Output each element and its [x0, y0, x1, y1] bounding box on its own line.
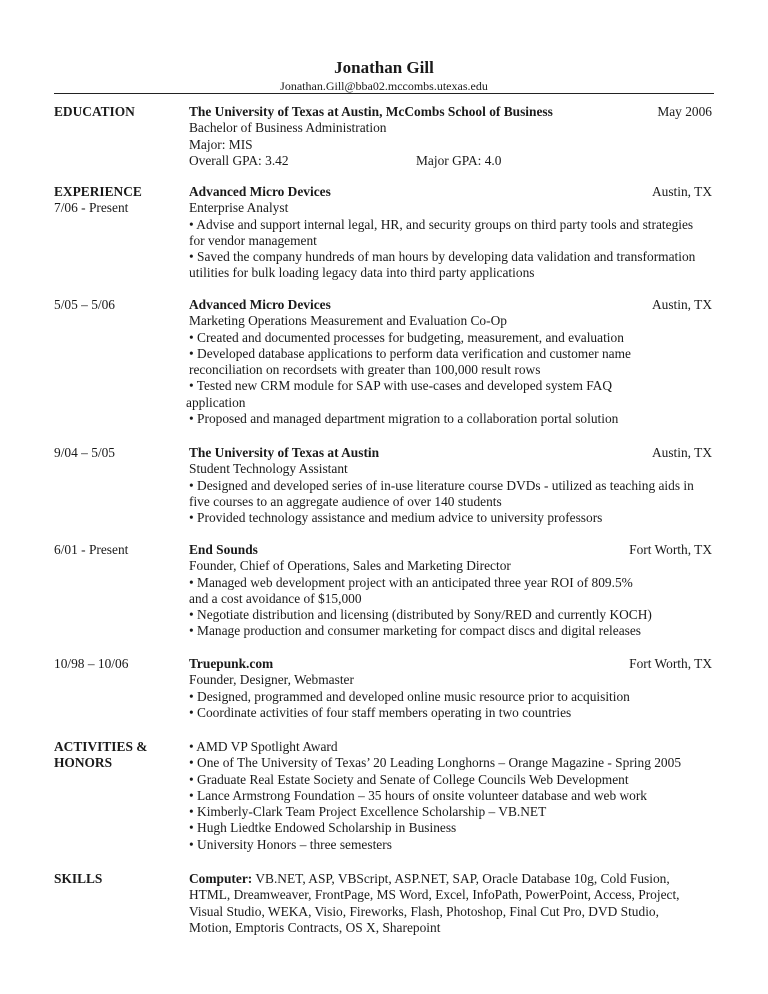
job-org: Truepunk.com: [189, 656, 274, 671]
activity-item: • AMD VP Spotlight Award: [189, 739, 338, 754]
education-major: Major: MIS: [189, 136, 253, 152]
job-location: Fort Worth, TX: [629, 542, 712, 557]
activities-heading-line2: HONORS: [54, 755, 113, 771]
job-title: Founder, Designer, Webmaster: [189, 672, 354, 688]
education-gpa: Overall GPA: 3.42: [189, 152, 289, 168]
experience-heading: EXPERIENCE: [54, 184, 142, 199]
job-body: [186, 297, 717, 427]
activity-item: • Kimberly-Clark Team Project Excellence Scholarship – VB.NET: [189, 804, 547, 820]
job-dates: 5/05 – 5/06: [54, 297, 116, 312]
job-line: • Negotiate distribution and licensing (distributed by Sony/RED and currently KOCH): [189, 607, 652, 623]
job-line: • Manage production and consumer marketing for compact discs and digital releases: [189, 623, 642, 639]
job-title: Marketing Operations Measurement and Evaluation Co-Op: [189, 313, 507, 329]
education-body: [189, 104, 717, 169]
job-title: Student Technology Assistant: [189, 461, 348, 477]
job-line: • Provided technology assistance and medium advice to university professors: [189, 510, 603, 526]
skills-list-part: VB.NET, ASP, VBScript, ASP.NET, SAP, Oracle Database 10g, Cold Fusion,: [252, 871, 670, 886]
job-line: reconciliation on recordsets with greater than 100,000 result rows: [189, 362, 541, 378]
skills-line: HTML, Dreamweaver, FrontPage, MS Word, Excel, InfoPath, PowerPoint, Access, Project,: [189, 887, 680, 903]
activities-list: [189, 739, 717, 853]
skills-heading: SKILLS: [54, 871, 103, 886]
job-title: Founder, Chief of Operations, Sales and Marketing Director: [189, 558, 511, 574]
education-date: May 2006: [657, 104, 712, 119]
job-line: • Coordinate activities of four staff members operating in two countries: [189, 704, 572, 720]
job-org: The University of Texas at Austin: [189, 445, 380, 460]
job-line: • Saved the company hundreds of man hours by developing data validation and transformation: [189, 249, 696, 265]
job-title: Enterprise Analyst: [189, 200, 289, 216]
job-line: utilities for bulk loading legacy data into third party applications: [189, 265, 535, 281]
education-degree: Bachelor of Business Administration: [189, 120, 387, 136]
job-org: Advanced Micro Devices: [189, 297, 331, 312]
job-line: • Designed and developed series of in-use literature course DVDs - utilized as teaching aids in: [189, 477, 694, 493]
job-org: End Sounds: [189, 542, 258, 557]
activity-item: • Hugh Liedtke Endowed Scholarship in Business: [189, 820, 457, 836]
activity-item: • Graduate Real Estate Society and Senate of College Councils Web Development: [189, 771, 629, 787]
education-school: The University of Texas at Austin, McCombs School of Business: [189, 104, 553, 119]
job-body: [189, 184, 717, 282]
job-location: Austin, TX: [651, 297, 712, 312]
job-line: • Proposed and managed department migration to a collaboration portal solution: [189, 411, 619, 427]
experience-label-block: [54, 184, 184, 217]
job-line: application: [186, 394, 246, 410]
skills-label: Computer:: [189, 871, 253, 886]
job-line: • Designed, programmed and developed online music resource prior to acquisition: [189, 688, 630, 704]
candidate-name: Jonathan Gill: [334, 58, 434, 77]
skills-line: Motion, Emptoris Contracts, OS X, Sharepoint: [189, 919, 441, 935]
job-location: Austin, TX: [651, 445, 712, 460]
job-line: • Managed web development project with an anticipated three year ROI of 809.5%: [189, 574, 633, 590]
job-line: and a cost avoidance of $15,000: [189, 590, 362, 606]
skills-line: [189, 871, 717, 887]
resume-header: [0, 58, 768, 93]
candidate-email: Jonathan.Gill@bba02.mccombs.utexas.edu: [280, 79, 488, 93]
job-dates: 10/98 – 10/06: [54, 656, 129, 671]
job-body: [189, 445, 717, 526]
job-line: • Advise and support internal legal, HR, and security groups on third party tools and strategies: [189, 216, 694, 232]
job-dates: 9/04 – 5/05: [54, 445, 116, 460]
job-line: for vendor management: [189, 232, 317, 248]
activities-heading: [54, 739, 184, 772]
job-line: • Developed database applications to perform data verification and customer name: [189, 345, 631, 361]
header-divider: [54, 93, 714, 94]
activity-item: • One of The University of Texas’ 20 Leading Longhorns – Orange Magazine - Spring 2005: [189, 755, 682, 771]
skills-body: [189, 871, 717, 936]
skills-line: Visual Studio, WEKA, Visio, Fireworks, Flash, Photoshop, Final Cut Pro, DVD Studio,: [189, 903, 659, 919]
activities-heading-line1: ACTIVITIES &: [54, 739, 148, 754]
job-org: Advanced Micro Devices: [189, 184, 331, 199]
job-dates: 6/01 - Present: [54, 542, 129, 557]
job-dates: 7/06 - Present: [54, 200, 129, 216]
activity-item: • University Honors – three semesters: [189, 836, 392, 852]
job-location: Fort Worth, TX: [629, 656, 712, 671]
activity-item: • Lance Armstrong Foundation – 35 hours of onsite volunteer database and web work: [189, 787, 648, 803]
job-location: Austin, TX: [651, 184, 712, 199]
job-line: five courses to an aggregate audience of over 140 students: [189, 493, 502, 509]
education-major-gpa: Major GPA: 4.0: [416, 152, 502, 168]
education-gpa-row: [189, 153, 717, 169]
job-line: • Created and documented processes for budgeting, measurement, and evaluation: [189, 329, 624, 345]
education-heading: EDUCATION: [54, 104, 135, 119]
job-line: • Tested new CRM module for SAP with use-cases and developed system FAQ: [189, 378, 613, 394]
